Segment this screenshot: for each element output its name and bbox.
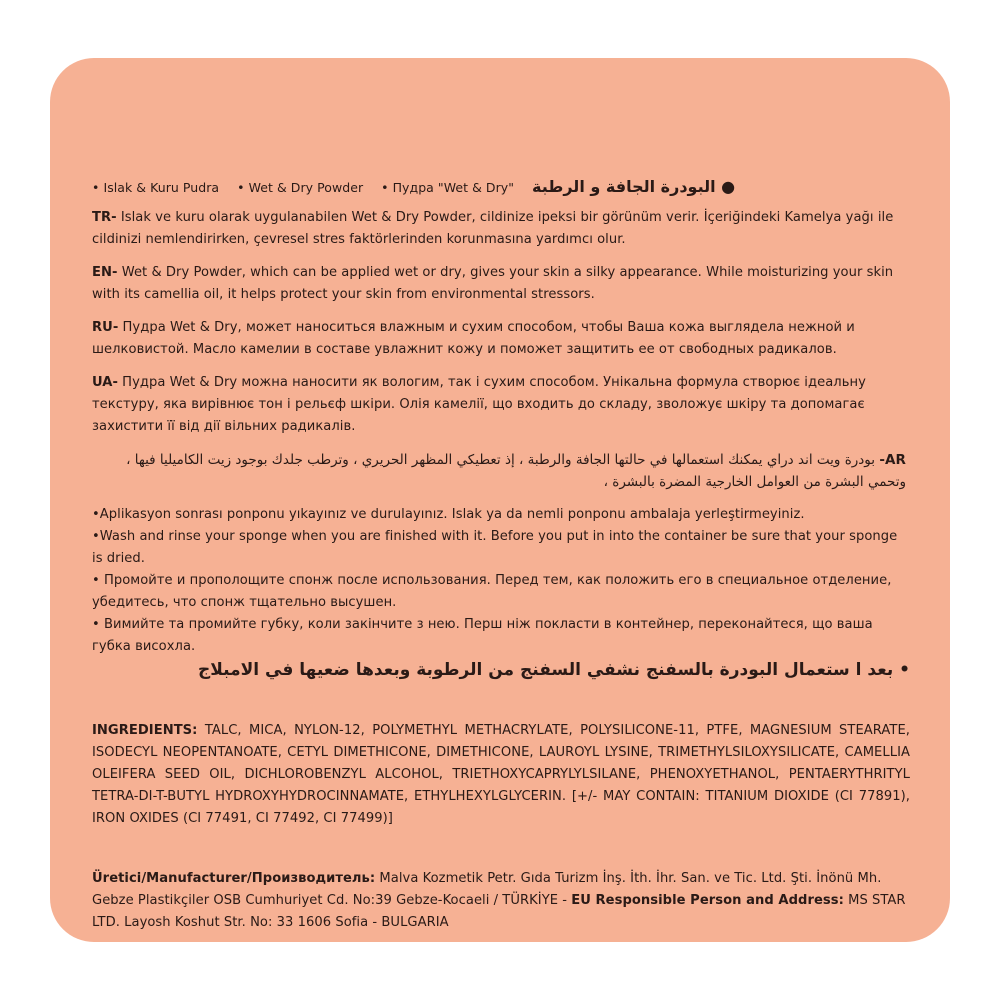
title-tr: • Islak & Kuru Pudra [92, 180, 220, 195]
title-en: • Wet & Dry Powder [237, 180, 364, 195]
product-label-card [50, 58, 950, 942]
care-ua: • Вимийте та промийте губку, коли закінчите з нею. Перш ніж покласти в контейнер, переконайтеся, що ваша губка висохла. [92, 617, 873, 654]
manufacturer-label: Üretici/Manufacturer/Производитель: [92, 871, 376, 886]
manufacturer-info [92, 868, 910, 934]
eu-responsible-text: MS STAR LTD. Layosh Koshut Str. No: 33 1606 Sofia - BULGARIA [92, 893, 906, 930]
eu-responsible-label: EU Responsible Person and Address: [571, 893, 844, 908]
description-ar: AR- بودرة ويت اند دراي يمكنك استعمالها في حالتها الجافة والرطبة ، إذ تعطيكي المظهر الحريري ، وترطب جلدك بوجود زيت الكاميليا فيها ، وتحمي البشرة من العوامل الخارجية المضرة بالبشرة ، [126, 452, 906, 490]
ingredients-heading: INGREDIENTS: [92, 723, 198, 738]
care-tr: •Aplikasyon sonrası ponponu yıkayınız ve durulayınız. Islak ya da nemli ponponu ambalaja yerleştirmeyiniz. [92, 507, 805, 522]
title-ar: ● البودرة الجافة و الرطبة [532, 177, 736, 196]
care-instructions [92, 504, 910, 682]
care-en: •Wash and rinse your sponge when you are finished with it. Before you put in into the container be sure that your sponge is dried. [92, 529, 898, 566]
care-ru: • Промойте и прополощите спонж после использования. Перед тем, как положить его в специальное отделение, убедитесь, что спонж тщательно высушен. [92, 573, 892, 610]
ingredients-text: TALC, MICA, NYLON-12, POLYMETHYL METHACRYLATE, POLYSILICONE-11, PTFE, MAGNESIUM STEARATE, ISODECYL NEOPENTANOATE, CETYL DIMETHICONE, DIMETHICONE, LAUROYL LYSINE, TRIMETHYLSILOXYSILICATE, CAMELLIA OLEIFERA SEED OIL, DICHLOROBENZYL ALCOHOL, TRIETHOXYCAPRYLYLSILANE, PHENOXYETHANOL, PENTAERYTHRITYL TETRA-DI-T-BUTYL HYDROXYHYDROCINNAMATE, ETHYLHEXYLGLYCERIN. [+/- MAY CONTAIN: TITANIUM DIOXIDE (CI 77891), IRON OXIDES (CI 77491, CI 77492, CI 77499)] [92, 723, 910, 826]
care-ar: • بعد ا ستعمال البودرة بالسفنج نشفي السفنج من الرطوبة وبعدها ضعيها في الامبلاج [197, 660, 910, 680]
title-ru: • Пудра "Wet & Dry" [381, 180, 515, 195]
description-ua: UA- Пудра Wet & Dry можна наносити як вологим, так і сухим способом. Унікальна формула створює ідеальну текстуру, яка вирівнює тон і рельєф шкіри. Олія камелії, що входить до складу, зволожує шкіру та допомагає захистити її від дії вільних радикалів. [92, 375, 866, 434]
title-row [92, 176, 910, 199]
description-en: EN- Wet & Dry Powder, which can be applied wet or dry, gives your skin a silky appearance. While moisturizing your skin with its camellia oil, it helps protect your skin from environmental stressors. [92, 265, 894, 302]
manufacturer-text: Malva Kozmetik Petr. Gıda Turizm İnş. İth. İhr. San. ve Tic. Ltd. Şti. İnönü Mh. Gebze Plastikçiler OSB Cumhuriyet Cd. No:39 Gebze-Kocaeli / TÜRKİYE - [92, 871, 882, 908]
description-tr: TR- Islak ve kuru olarak uygulanabilen Wet & Dry Powder, cildinize ipeksi bir görünüm verir. İçeriğindeki Kamelya yağı ile cildinizi nemlendirirken, çevresel stres faktörlerinden korunmasına yardımcı olur. [92, 210, 894, 247]
description-ru: RU- Пудра Wet & Dry, может наноситься влажным и сухим способом, чтобы Ваша кожа выглядела нежной и шелковистой. Масло камелии в составе увлажнит кожу и поможет защитить ее от свободных радикалов. [92, 320, 855, 357]
ingredients-list [92, 720, 910, 830]
